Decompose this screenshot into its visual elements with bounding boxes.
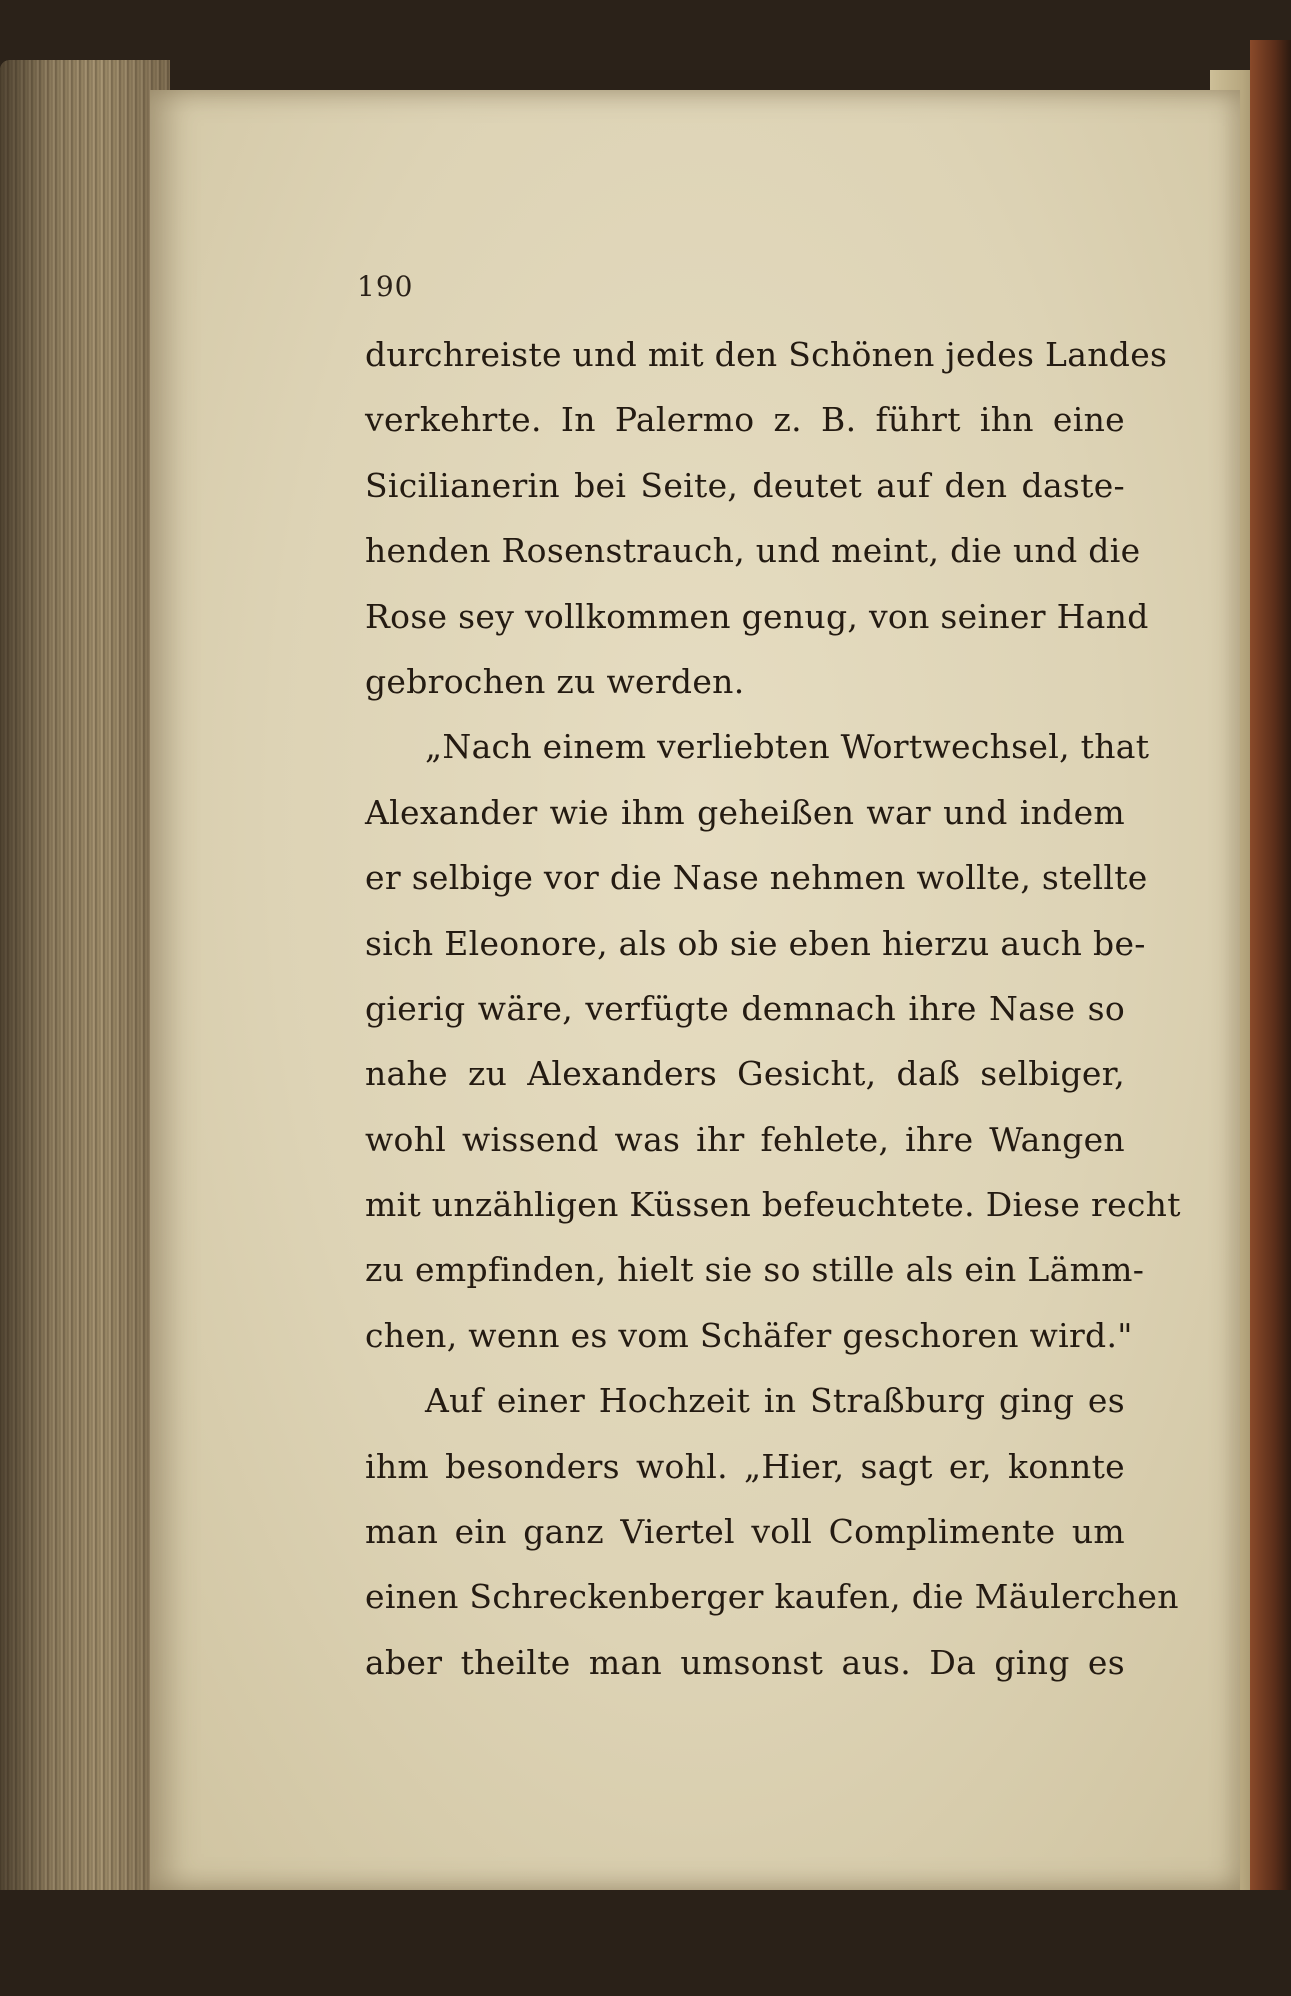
text-line: Auf einer Hochzeit in Straßburg ging es — [425, 1381, 1125, 1421]
body-text — [365, 330, 1181, 1703]
text-line: Sicilianerin bei Seite, deutet auf den daste- — [365, 465, 1125, 505]
text-line: gierig wäre, verfügte demnach ihre Nase so — [365, 988, 1125, 1028]
text-line: Rose sey vollkommen genug, von seiner Hand — [365, 596, 1149, 636]
text-line: verkehrte. In Palermo z. B. führt ihn eine — [365, 400, 1125, 440]
text-line: aber theilte man umsonst aus. Da ging es — [365, 1642, 1125, 1682]
background-bottom — [0, 1890, 1291, 1996]
text-line: er selbige vor die Nase nehmen wollte, stellte — [365, 858, 1148, 898]
text-line: chen, wenn es vom Schäfer geschoren wird." — [365, 1315, 1133, 1355]
page-number: 190 — [357, 270, 414, 303]
book-cover-edge — [1250, 40, 1291, 1940]
text-line: mit unzähligen Küssen befeuchtete. Diese recht — [365, 1185, 1181, 1225]
text-line: durchreiste und mit den Schönen jedes Landes — [365, 335, 1168, 374]
background-top — [0, 0, 1291, 70]
text-line: henden Rosenstrauch, und meint, die und die — [365, 531, 1141, 571]
text-line: zu empfinden, hielt sie so stille als ein Lämm- — [365, 1250, 1145, 1290]
text-line: gebrochen zu werden. — [365, 661, 745, 701]
text-line: ihm besonders wohl. „Hier, sagt er, konnte — [365, 1446, 1125, 1486]
text-line: sich Eleonore, als ob sie eben hierzu auch be- — [365, 923, 1146, 963]
text-line: man ein ganz Viertel voll Complimente um — [365, 1512, 1125, 1552]
text-line: wohl wissend was ihr fehlete, ihre Wangen — [365, 1119, 1125, 1159]
text-line: „Nach einem verliebten Wortwechsel, that — [425, 727, 1150, 767]
text-line: Alexander wie ihm geheißen war und indem — [365, 792, 1125, 832]
text-line: einen Schreckenberger kaufen, die Mäulerchen — [365, 1577, 1179, 1617]
page-edges-shadow — [0, 60, 170, 1950]
text-line: nahe zu Alexanders Gesicht, daß selbiger, — [365, 1054, 1125, 1094]
